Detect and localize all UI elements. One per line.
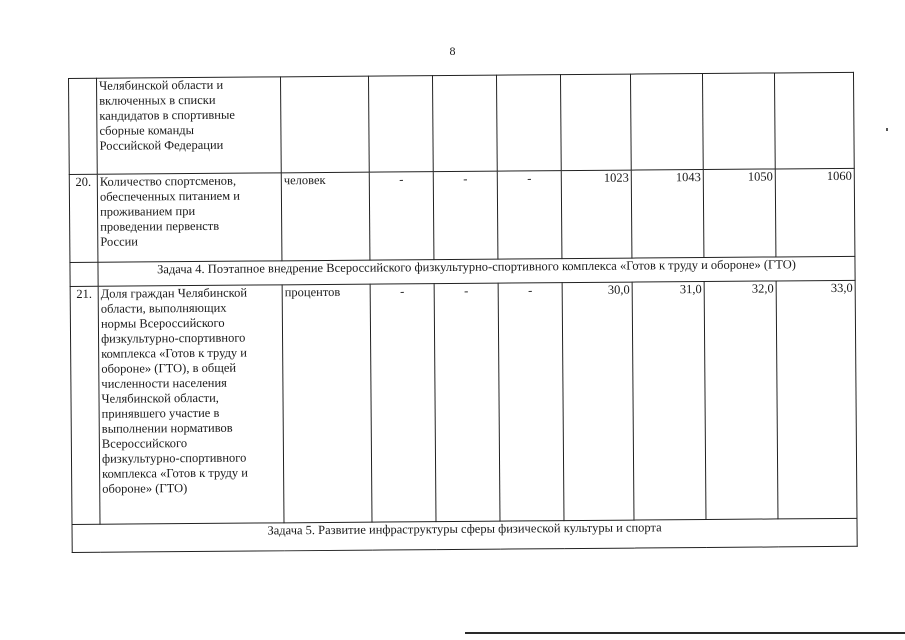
value-cell: 1043 — [631, 170, 704, 259]
value-cell — [368, 76, 433, 172]
indicator-description: Доля граждан Челябинской области, выполняющих нормы Всероссийского физкультурно-спортивного комплекса «Готов к труду и обороне» (ГТО), в общей численности населения Челябинской области, принявшего участие в выполнении нормативов Всероссийского физкультурно-спортивного комплекса «Готов к труду и обороне» (ГТО) — [98, 285, 284, 524]
value-cell — [630, 74, 703, 171]
value-cell: 1060 — [775, 168, 855, 257]
value-cell: - — [370, 284, 436, 522]
value-cell: 33,0 — [776, 280, 857, 519]
value-cell: - — [498, 283, 564, 521]
value-cell: - — [497, 171, 562, 259]
row-number: 20. — [69, 174, 98, 262]
row-number: 21. — [70, 286, 100, 524]
value-cell: - — [369, 172, 434, 260]
value-cell — [432, 75, 497, 171]
task-heading: Задача 5. Развитие инфраструктуры сферы физической культуры и спорта — [72, 518, 857, 552]
value-cell: 30,0 — [562, 282, 634, 521]
value-cell — [496, 75, 561, 171]
row-number — [69, 78, 98, 174]
value-cell: 1023 — [561, 170, 632, 259]
value-cell: - — [434, 283, 500, 521]
page-number: 8 — [449, 44, 456, 58]
table-row — [70, 280, 857, 524]
unit-cell: процентов — [282, 284, 372, 523]
task-heading: Задача 4. Поэтапное внедрение Всероссийского физкультурно-спортивного комплекса «Готов к труду и обороне» (ГТО) — [98, 256, 855, 286]
value-cell: 31,0 — [632, 282, 706, 521]
scan-mark — [886, 128, 888, 131]
value-cell: 1050 — [703, 169, 776, 258]
table-row — [69, 168, 855, 262]
value-cell: - — [433, 171, 498, 259]
value-cell — [774, 72, 854, 169]
value-cell: 32,0 — [704, 281, 778, 520]
task-row — [72, 518, 857, 552]
unit-cell: человек — [281, 172, 370, 261]
value-cell — [702, 73, 775, 170]
indicators-table — [68, 72, 858, 553]
scan-edge-line — [465, 632, 905, 634]
value-cell — [560, 74, 631, 171]
indicator-description: Челябинской области и включенных в списки кандидатов в спортивные сборные команды Российской Федерации — [97, 77, 282, 174]
unit-cell — [280, 76, 369, 173]
indicator-description: Количество спортсменов, обеспеченных питанием и проживанием при проведении первенств России — [97, 173, 282, 262]
table-row — [69, 72, 855, 174]
